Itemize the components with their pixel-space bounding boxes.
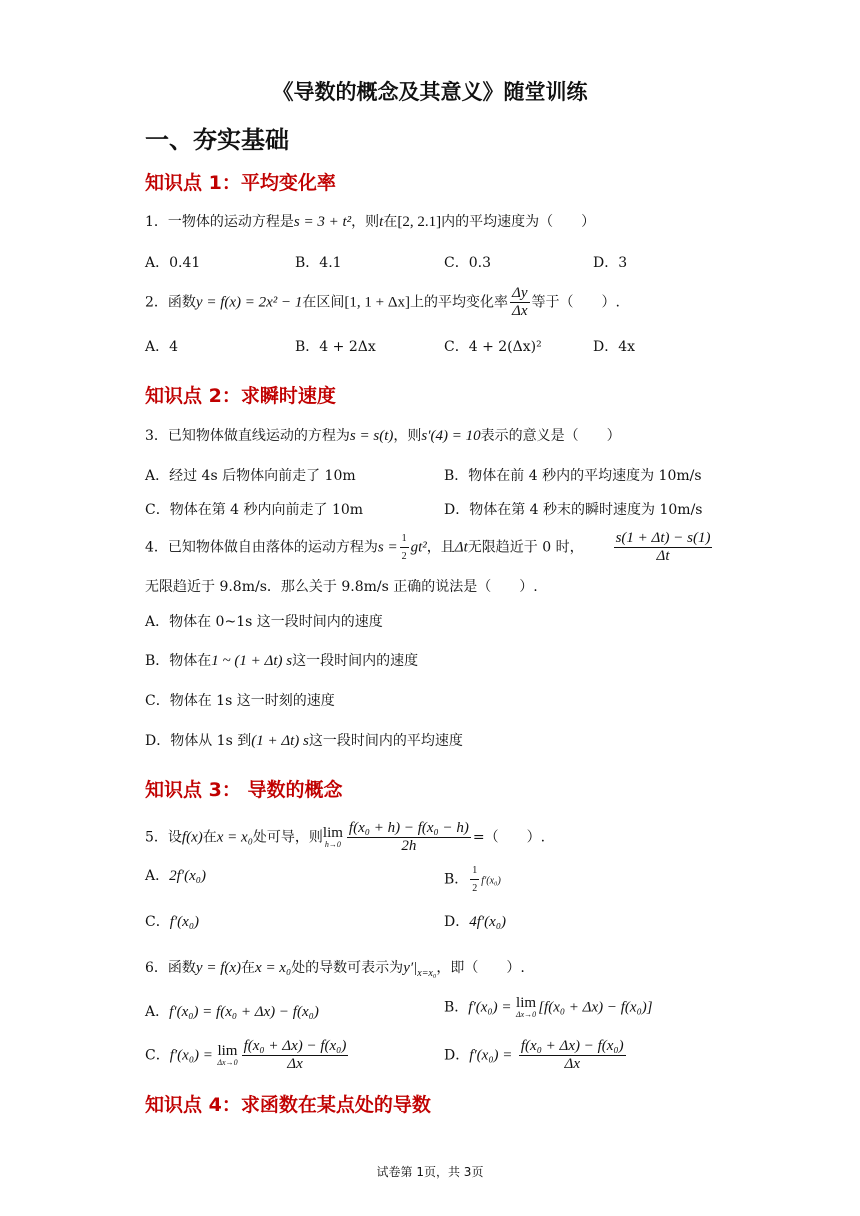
- q5-option-c: C．f′(x₀): [145, 914, 200, 930]
- q6-option-a: A．f′(x₀) = f(x₀ + Δx) − f(x₀): [145, 1004, 319, 1020]
- q1-option-d: D．3: [593, 255, 628, 271]
- question-4-line-2: 无限趋近于 9.8m/s．那么关于 9.8m/s 正确的说法是（ ）.: [145, 579, 538, 595]
- q2-option-c: C．4 + 2(Δx)²: [444, 339, 542, 355]
- knowledge-point-3-heading: 知识点 3： 导数的概念: [145, 779, 343, 801]
- q4-option-a: A．物体在 0~1s 这一段时间内的速度: [145, 614, 383, 630]
- section-heading: 一、夯实基础: [145, 126, 289, 154]
- question-2: 2．函数y = f(x) = 2x² − 1在区间[1, 1 + Δx]上的平均变化率 $\frac{\Delta y}{\Delta x}$ 等于（ ）.: [145, 285, 620, 319]
- question-5: 5．设f(x)在x = x₀处可导，则 lim h→0 $\frac{\text{f(x₀ + h) − f(x₀ − h)}}{2h}$ =（ ）.: [145, 820, 546, 854]
- q2-option-d: D．4x: [593, 339, 636, 355]
- knowledge-point-1-heading: 知识点 1：平均变化率: [145, 172, 336, 194]
- q1-option-b: B．4.1: [295, 255, 342, 271]
- q6-option-c-limit: lim Δx→0: [217, 1043, 238, 1067]
- q5-option-b-fraction: $\frac{1}{2}$: [470, 862, 479, 897]
- q5-option-a: A．2f′(x₀): [145, 868, 206, 884]
- q4-option-b: B．物体在1 ~ (1 + Δt) s这一段时间内的速度: [145, 653, 419, 669]
- q2-fraction: $\frac{\Delta y}{\Delta x}$: [512, 285, 528, 319]
- q5-option-b: B． $\frac{1}{2}$ f′(x₀): [444, 862, 501, 897]
- q3-option-d: D．物体在第 4 秒末的瞬时速度为 10m/s: [444, 502, 703, 518]
- question-4: 4．已知物体做自由落体的运动方程为s = $\frac{1}{2}$ gt²，且Δt无限趋近于 0 时， $\frac{s(1 + \Delta t) - s(1)}{\Delta t}$: [145, 530, 711, 564]
- q4-option-c: C．物体在 1s 这一时刻的速度: [145, 693, 335, 709]
- q3-option-b: B．物体在前 4 秒内的平均速度为 10m/s: [444, 468, 702, 484]
- q6-option-b-limit: lim Δx→0: [515, 995, 537, 1019]
- q4-option-d: D．物体从 1s 到(1 + Δt) s这一段时间内的平均速度: [145, 733, 463, 749]
- q3-option-a: A．经过 4s 后物体向前走了 10m: [145, 468, 356, 484]
- q2-option-a: A．4: [145, 339, 179, 355]
- question-6: 6．函数y = f(x)在x = x₀处的导数可表示为$y'|_{x=x_0}$，即（ ）.: [145, 960, 525, 979]
- q4-half-fraction: $\frac{1}{2}$: [400, 530, 409, 565]
- q6-option-d-fraction: $\frac{\text{f(x₀ + Δx) − f(x₀)}}{\Delta x}$: [520, 1038, 624, 1072]
- page-title: 《导数的概念及其意义》随堂训练: [272, 80, 588, 104]
- q5-fraction: $\frac{\text{f(x₀ + h) − f(x₀ − h)}}{2h}$: [348, 820, 469, 854]
- question-1: 1．一物体的运动方程是s = 3 + t²，则t在[2, 2.1]内的平均速度为（ ）: [145, 214, 596, 230]
- knowledge-point-4-heading: 知识点 4：求函数在某点处的导数: [145, 1094, 431, 1116]
- q4-difference-quotient: $\frac{s(1 + \Delta t) - s(1)}{\Delta t}$: [615, 530, 711, 564]
- q2-option-b: B．4 + 2Δx: [295, 339, 376, 355]
- q5-limit: lim h→0: [322, 825, 343, 849]
- q6-option-d: D．f′(x₀) = $\frac{\text{f(x₀ + Δx) − f(x₀)}}{\Delta x}$: [444, 1038, 624, 1072]
- knowledge-point-2-heading: 知识点 2：求瞬时速度: [145, 385, 336, 407]
- q6-option-c: C．f′(x₀) = lim Δx→0 $\frac{\text{f(x₀ + Δx) − f(x₀)}}{\Delta x}$: [145, 1038, 347, 1072]
- q6-option-c-fraction: $\frac{\text{f(x₀ + Δx) − f(x₀)}}{\Delta x}$: [243, 1038, 347, 1072]
- q3-option-c: C．物体在第 4 秒内向前走了 10m: [145, 502, 364, 518]
- question-3: 3．已知物体做直线运动的方程为s = s(t)，则s′(4) = 10表示的意义是（ ）: [145, 428, 621, 444]
- q1-option-a: A．0.41: [145, 255, 201, 271]
- q1-option-c: C．0.3: [444, 255, 491, 271]
- q5-option-d: D．4f′(x₀): [444, 914, 507, 930]
- page-footer: 试卷第 1页，共 3页: [376, 1165, 484, 1179]
- q6-option-b: B．f′(x₀) = lim Δx→0 [f(x₀ + Δx) − f(x₀)]: [444, 995, 653, 1019]
